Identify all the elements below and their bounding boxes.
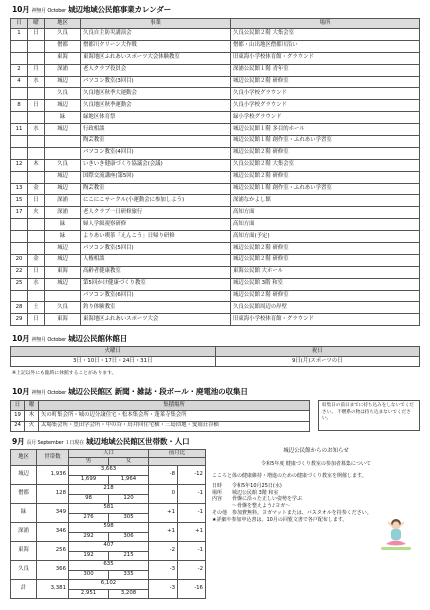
recycling-side-note: 収集日の前日までに持ち込みをしないでください。 不燃系の物は持ち込まないでください。 <box>318 400 420 431</box>
event-name: いきいき健康づくり協議会(会議) <box>81 159 231 171</box>
event-day: 4 <box>11 76 28 88</box>
event-district: 東海 <box>45 314 81 326</box>
header-event: 事業 <box>81 19 231 29</box>
event-weekday: 日 <box>28 29 45 41</box>
event-place: 高知方面 <box>231 207 420 219</box>
event-name: 陶芸教室 <box>81 183 231 195</box>
calendar-row <box>11 219 420 231</box>
population-row <box>11 504 206 514</box>
event-place: 城辺公民館２階 研修室 <box>231 254 420 266</box>
event-weekday: 水 <box>28 76 45 88</box>
event-name: パソコン教室(5回目) <box>81 243 231 255</box>
event-place: 緑小学校グラウンド <box>231 112 420 124</box>
event-weekday: 日 <box>28 100 45 112</box>
event-day <box>11 147 28 159</box>
event-district: 城辺 <box>45 278 81 290</box>
event-weekday: 日 <box>28 266 45 278</box>
population-change-households: 0 <box>149 485 178 504</box>
event-name: 陶芸教室 <box>81 136 231 148</box>
population-row <box>11 523 206 533</box>
event-place: 深浦なかよし館 <box>231 195 420 207</box>
event-district: 深浦 <box>45 64 81 76</box>
event-district <box>45 136 81 148</box>
calendar-row <box>11 183 420 195</box>
event-name: 老人クラブ一日研修旅行 <box>81 207 231 219</box>
event-day: 22 <box>11 266 28 278</box>
holiday-note: ※上記以外にも臨時に休館することがあります。 <box>12 371 117 376</box>
event-name: 第5回かけ健康づくり教室 <box>81 278 231 290</box>
event-day: 8 <box>11 100 28 112</box>
event-day: 20 <box>11 254 28 266</box>
event-place: 久良公民館２階 大集会室 <box>231 159 420 171</box>
population-header-female: 女 <box>109 458 149 466</box>
event-district: 深浦 <box>45 195 81 207</box>
population-total: 598 <box>69 523 149 533</box>
event-weekday: 水 <box>28 278 45 290</box>
population-households: 346 <box>37 523 69 542</box>
event-district: 緑 <box>45 219 81 231</box>
header-district: 地区 <box>45 19 81 29</box>
calendar-row <box>11 231 420 243</box>
population-households: 1,936 <box>37 466 69 485</box>
population-female: 305 <box>109 513 149 523</box>
event-name: 東海地区ふれあいスポーツ大会 <box>81 314 231 326</box>
event-place: 城辺公民館１階 多目的ホール <box>231 124 420 136</box>
population-header-area: 地区 <box>11 450 37 466</box>
notice-subheading: 令和5年度 健康づくり教室の参加者募集について <box>261 461 371 468</box>
population-total: 581 <box>69 504 149 514</box>
event-weekday: 水 <box>28 124 45 136</box>
population-header-row <box>11 450 206 458</box>
event-place: 城辺公民館２階 研修室 <box>231 243 420 255</box>
holiday-national-dates: 9日(月)スポーツの日 <box>215 357 420 367</box>
population-households: 349 <box>37 504 69 523</box>
population-total: 407 <box>69 542 149 552</box>
population-total: 635 <box>69 561 149 571</box>
calendar-table <box>10 18 420 326</box>
event-weekday <box>28 40 45 52</box>
population-households: 3,381 <box>37 580 69 599</box>
event-district: 東海 <box>45 266 81 278</box>
event-name: 僧都川クリーン大作戦 <box>81 40 231 52</box>
population-male: 2,951 <box>69 589 109 599</box>
recycling-weekday: 木 <box>25 411 39 422</box>
event-district: 久良 <box>45 302 81 314</box>
population-male: 300 <box>69 570 109 580</box>
calendar-row <box>11 243 420 255</box>
event-place: 城辺公民館２階 研修室 <box>231 147 420 159</box>
event-day <box>11 88 28 100</box>
event-name: パソコン教室(3回目) <box>81 76 231 88</box>
event-weekday <box>28 52 45 64</box>
calendar-row <box>11 195 420 207</box>
event-name: パソコン教室(4回目) <box>81 147 231 159</box>
population-female: 1,964 <box>109 475 149 485</box>
population-total: 218 <box>69 485 149 495</box>
event-weekday <box>28 136 45 148</box>
event-day: 29 <box>11 314 28 326</box>
recycling-day: 19 <box>11 411 25 422</box>
event-day <box>11 243 28 255</box>
event-weekday <box>28 147 45 159</box>
population-table <box>10 449 206 599</box>
event-name: 緑地区体育祭 <box>81 112 231 124</box>
population-change-households: -8 <box>149 466 178 485</box>
recycling-places: 太場集会所・豊田学会所・中の谷・鳥井回住宅横・三島団地・愛雨荘谷横 <box>39 421 310 432</box>
population-female: 120 <box>109 494 149 504</box>
calendar-row <box>11 171 420 183</box>
calendar-row <box>11 100 420 112</box>
calendar-row <box>11 159 420 171</box>
recycling-weekday: 火 <box>25 421 39 432</box>
population-header-blank <box>149 458 178 466</box>
notice-other: その他 参加費無料。ヨガマットまたは、バスタオルを持参ください。 <box>212 509 372 516</box>
population-area: 城辺 <box>11 466 37 485</box>
event-name: にこにこサークル(小運動会に参加しよう) <box>81 195 231 207</box>
population-change-households: +1 <box>149 523 178 542</box>
event-name: 国際交流講座(第5回) <box>81 171 231 183</box>
event-weekday <box>28 290 45 302</box>
event-place: 久良小学校グラウンド <box>231 100 420 112</box>
recycling-day: 24 <box>11 421 25 432</box>
event-name: 釣り体験教室 <box>81 302 231 314</box>
event-district: 城辺 <box>45 183 81 195</box>
population-female: 335 <box>109 570 149 580</box>
population-area: 深浦 <box>11 523 37 542</box>
event-district: 城辺 <box>45 171 81 183</box>
event-place: 城辺公民館１階 創作室・ふれあい学習室 <box>231 183 420 195</box>
calendar-row <box>11 266 420 278</box>
calendar-row <box>11 29 420 41</box>
event-place: 久良公民館２階 大集会室 <box>231 29 420 41</box>
event-name: 老人クラブ役員会 <box>81 64 231 76</box>
population-change-population: -1 <box>178 542 206 561</box>
calendar-row <box>11 136 420 148</box>
event-weekday <box>28 88 45 100</box>
event-place: 高知方面(予定) <box>231 231 420 243</box>
event-district: 僧都 <box>45 40 81 52</box>
event-weekday <box>28 231 45 243</box>
event-district: 緑 <box>45 112 81 124</box>
event-name: 久良地区秋季大運動会 <box>81 88 231 100</box>
event-weekday <box>28 171 45 183</box>
population-header-male: 男 <box>69 458 109 466</box>
holiday-value-row <box>11 357 420 367</box>
event-district: 城辺 <box>45 76 81 88</box>
calendar-header-row <box>11 19 420 29</box>
population-total: 6,102 <box>69 580 149 590</box>
event-district: 東海 <box>45 52 81 64</box>
population-female: 215 <box>109 551 149 561</box>
event-district: 久良 <box>45 88 81 100</box>
event-place: 僧都・山出地区僧都川沿い <box>231 40 420 52</box>
calendar-row <box>11 76 420 88</box>
event-place: 東海公民館 大ホール <box>231 266 420 278</box>
population-change-population: +1 <box>178 523 206 542</box>
population-male: 1,699 <box>69 475 109 485</box>
calendar-row <box>11 254 420 266</box>
event-name: 東海地区ふれあいスポーツ大会体験教室 <box>81 52 231 64</box>
event-district <box>45 290 81 302</box>
notice-content: 内容 骨盤に沿った正しい姿勢を学ぶ <box>212 496 303 503</box>
notice-date: 日時 令和5年10月25日(水) <box>212 482 282 489</box>
population-change-population: -1 <box>178 504 206 523</box>
population-area: 東海 <box>11 542 37 561</box>
holiday-header-national: 祝日 <box>215 347 420 357</box>
event-district: 城辺 <box>45 243 81 255</box>
calendar-row <box>11 302 420 314</box>
event-name: 行政相談 <box>81 124 231 136</box>
calendar-row <box>11 88 420 100</box>
holiday-tuesday-dates: 3日・10日・17日・24日・31日 <box>11 357 216 367</box>
population-area: 緑 <box>11 504 37 523</box>
event-place: 深浦公民館１階 青年室 <box>231 64 420 76</box>
population-households: 128 <box>37 485 69 504</box>
population-header-blank <box>178 458 206 466</box>
event-place: 城辺公民館１階 創作室・ふれあい学習室 <box>231 136 420 148</box>
notice-panel <box>212 448 420 602</box>
recycling-places: 矢の町集会所・城の辺分譲住宅・松本集会所・蓬莱寺集会所 <box>39 411 310 422</box>
population-female: 3,208 <box>109 589 149 599</box>
event-day: 11 <box>11 124 28 136</box>
header-weekday: 曜 <box>28 19 45 29</box>
population-male: 98 <box>69 494 109 504</box>
event-day: 15 <box>11 195 28 207</box>
event-weekday <box>28 243 45 255</box>
event-name: よりあい喫茶「えんこう」日帰り研修 <box>81 231 231 243</box>
event-district <box>45 147 81 159</box>
recycling-row <box>11 421 310 432</box>
yoga-illustration-icon <box>378 516 414 556</box>
recycling-header-weekday: 曜 <box>25 401 39 411</box>
event-place: 旧東海小学校体育館・グラウンド <box>231 314 420 326</box>
population-area: 僧都 <box>11 485 37 504</box>
event-place: 城辺公民館２階 研修室 <box>231 171 420 183</box>
event-weekday: 木 <box>28 159 45 171</box>
population-change-households: +1 <box>149 504 178 523</box>
event-name: パソコン教室(6回目) <box>81 290 231 302</box>
recycling-header-row <box>11 401 310 411</box>
recycling-header-place: 集積場所 <box>39 401 310 411</box>
notice-intro: こころと体の健康維持・増進のための健康づくり教室を開催します。 <box>212 473 367 480</box>
population-change-population: -2 <box>178 561 206 580</box>
calendar-row <box>11 290 420 302</box>
holiday-heading: 10月 神無月 October 城辺公民館休館日 <box>12 334 128 343</box>
calendar-row <box>11 52 420 64</box>
event-weekday <box>28 112 45 124</box>
event-day <box>11 52 28 64</box>
event-weekday: 月 <box>28 64 45 76</box>
notice-place: 場所 城辺公民館 3階 和室 <box>212 489 279 496</box>
calendar-row <box>11 64 420 76</box>
holiday-header-tuesday: 火曜日 <box>11 347 216 357</box>
event-weekday: 日 <box>28 314 45 326</box>
population-change-households: -2 <box>149 542 178 561</box>
event-weekday <box>28 219 45 231</box>
population-male: 276 <box>69 513 109 523</box>
event-place: 城辺公民館 3階 和室 <box>231 278 420 290</box>
population-households: 366 <box>37 561 69 580</box>
population-households: 256 <box>37 542 69 561</box>
calendar-row <box>11 124 420 136</box>
population-change-population: -12 <box>178 466 206 485</box>
notice-footnote: ★詳細や参加申込書は、10月の回覧文書で各戸配布します。 <box>212 516 348 523</box>
event-day <box>11 231 28 243</box>
population-area: 久良 <box>11 561 37 580</box>
population-change-households: -3 <box>149 580 178 599</box>
event-district: 久良 <box>45 159 81 171</box>
calendar-row <box>11 314 420 326</box>
event-day: 25 <box>11 278 28 290</box>
event-place: 城辺公民館２階 研修室 <box>231 290 420 302</box>
event-day <box>11 219 28 231</box>
calendar-row <box>11 147 420 159</box>
event-day <box>11 40 28 52</box>
population-heading: 9月 長月 September １日現在 城辺地域公民館区世帯数・人口 <box>12 437 190 446</box>
event-day <box>11 171 28 183</box>
population-male: 292 <box>69 532 109 542</box>
event-name: 婦人学級視察研修 <box>81 219 231 231</box>
recycling-header-day: 日 <box>11 401 25 411</box>
event-district: 緑 <box>45 231 81 243</box>
event-name: 久良自主防災講演会 <box>81 29 231 41</box>
event-place: 城辺公民館２階 研修室 <box>231 76 420 88</box>
holiday-table <box>10 346 420 367</box>
population-header-change: 前月比 <box>149 450 206 458</box>
header-day: 日 <box>11 19 28 29</box>
population-row <box>11 485 206 495</box>
recycling-table <box>10 400 310 432</box>
population-area: 計 <box>11 580 37 599</box>
population-change-population: -16 <box>178 580 206 599</box>
notice-heading: 城辺公民館からのお知らせ <box>283 448 349 454</box>
calendar-row <box>11 40 420 52</box>
population-row <box>11 466 206 476</box>
event-name: 高齢者健康教室 <box>81 266 231 278</box>
event-day <box>11 290 28 302</box>
event-district: 城辺 <box>45 124 81 136</box>
population-change-population: -1 <box>178 485 206 504</box>
event-name: 人権相談 <box>81 254 231 266</box>
population-row <box>11 542 206 552</box>
notice-content-sub: ～骨盤を整えよう♪ヨガ～ <box>212 503 291 510</box>
event-place: 高知方面 <box>231 219 420 231</box>
population-header-population: 人口 <box>69 450 149 458</box>
event-day: 2 <box>11 64 28 76</box>
population-change-households: -3 <box>149 561 178 580</box>
population-total: 3,663 <box>69 466 149 476</box>
calendar-heading: 10月 神無月 October 城辺地域公民館事業カレンダー <box>12 5 171 14</box>
event-district: 深浦 <box>45 207 81 219</box>
population-male: 192 <box>69 551 109 561</box>
event-place: 旧東海小学校体育館・グラウンド <box>231 52 420 64</box>
event-day <box>11 112 28 124</box>
event-weekday: 火 <box>28 207 45 219</box>
event-day: 1 <box>11 29 28 41</box>
event-place: 久良小学校グラウンド <box>231 88 420 100</box>
event-district: 城辺 <box>45 254 81 266</box>
recycling-row <box>11 411 310 422</box>
holiday-header-row <box>11 347 420 357</box>
population-header-households: 世帯数 <box>37 450 69 466</box>
population-female: 306 <box>109 532 149 542</box>
event-weekday: 土 <box>28 302 45 314</box>
event-place: 久良公民館周辺の岸壁 <box>231 302 420 314</box>
event-day: 28 <box>11 302 28 314</box>
event-name: 久良地区秋季運動会 <box>81 100 231 112</box>
event-day <box>11 136 28 148</box>
recycling-heading: 10月 神無月 October 城辺公民館区 新聞・雑誌・段ボール・廃電池の収集日 <box>12 387 248 396</box>
event-day: 13 <box>11 183 28 195</box>
event-district: 久良 <box>45 29 81 41</box>
event-day: 12 <box>11 159 28 171</box>
calendar-row <box>11 112 420 124</box>
event-weekday: 金 <box>28 254 45 266</box>
calendar-row <box>11 207 420 219</box>
population-row <box>11 561 206 571</box>
event-weekday: 日 <box>28 195 45 207</box>
header-place: 場所 <box>231 19 420 29</box>
event-day: 17 <box>11 207 28 219</box>
calendar-row <box>11 278 420 290</box>
population-row <box>11 580 206 590</box>
event-district: 城辺 <box>45 100 81 112</box>
event-weekday: 金 <box>28 183 45 195</box>
